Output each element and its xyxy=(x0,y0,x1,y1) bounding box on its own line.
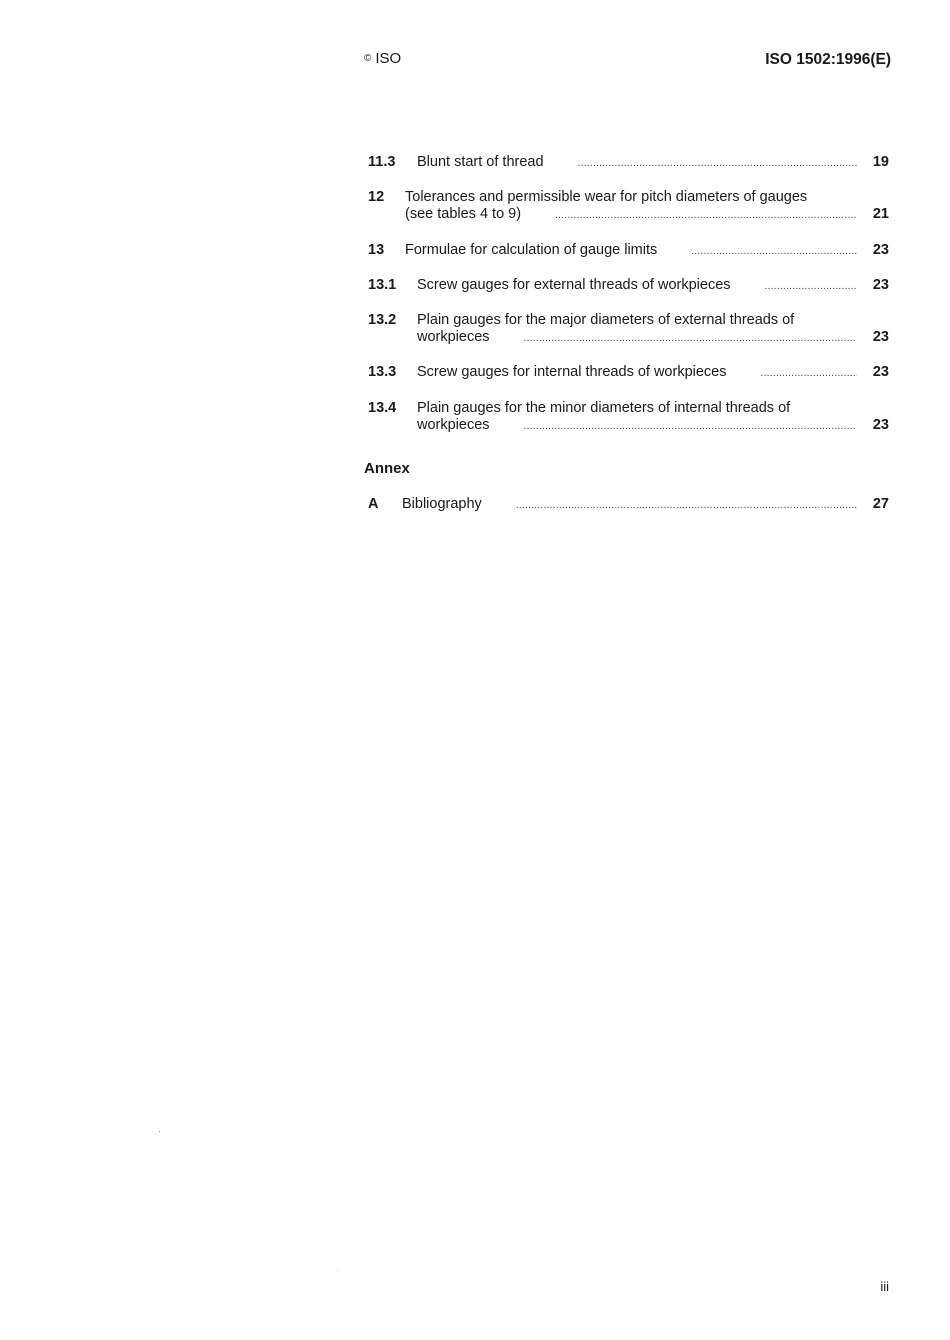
toc-entry-11-3[interactable] xyxy=(368,154,889,172)
scan-speck xyxy=(159,1131,160,1132)
scan-speck xyxy=(337,1270,338,1271)
toc-entry-13-1[interactable] xyxy=(368,277,889,295)
toc-entry-page: 23 xyxy=(872,417,889,433)
toc-entry-page: 19 xyxy=(872,154,889,170)
copyright-notice xyxy=(364,50,401,67)
toc-entry-title-line-1: Plain gauges for the minor diameters of internal threads of xyxy=(417,400,791,416)
dot-leader xyxy=(761,365,858,382)
toc-entry-title-line-2: (see tables 4 to 9) xyxy=(405,206,522,222)
dot-leader xyxy=(524,330,857,347)
toc-entry-title: Screw gauges for external threads of workpieces xyxy=(417,277,731,293)
toc-entry-number: 13 xyxy=(368,242,385,258)
toc-entry-number: 13.2 xyxy=(368,312,397,328)
dot-leader xyxy=(516,497,857,514)
toc-entry-13-2[interactable] xyxy=(368,312,889,348)
toc-entry-title-line-1: Tolerances and permissible wear for pitch diameters of gauges xyxy=(405,189,808,205)
page-number: iii xyxy=(880,1279,889,1294)
annex-entry-letter: A xyxy=(368,496,379,512)
dot-leader xyxy=(765,278,857,295)
toc-entry-number: 13.4 xyxy=(368,400,397,416)
annex-entry-title: Bibliography xyxy=(402,496,482,512)
standard-identifier: ISO 1502:1996(E) xyxy=(765,51,891,68)
toc-entry-page: 23 xyxy=(872,242,889,258)
toc-entry-title: Screw gauges for internal threads of workpieces xyxy=(417,364,727,380)
toc-entry-12[interactable] xyxy=(368,189,889,225)
toc-entry-title: Blunt start of thread xyxy=(417,154,544,170)
toc-entry-title-line-2: workpieces xyxy=(417,417,490,433)
toc-entry-number: 13.3 xyxy=(368,364,397,380)
toc-entry-title-line-2: workpieces xyxy=(417,329,490,345)
annex-heading: Annex xyxy=(364,460,410,477)
annex-entry-a[interactable] xyxy=(368,496,889,514)
toc-entry-page: 23 xyxy=(872,364,889,380)
toc-entry-number: 13.1 xyxy=(368,277,397,293)
dot-leader xyxy=(524,418,857,435)
toc-entry-page: 23 xyxy=(872,329,889,345)
dot-leader xyxy=(555,207,857,224)
copyright-org: ISO xyxy=(375,50,402,67)
toc-entry-title: Formulae for calculation of gauge limits xyxy=(405,242,658,258)
toc-entry-13-4[interactable] xyxy=(368,400,889,436)
toc-entry-page: 23 xyxy=(872,277,889,293)
toc-entry-13[interactable] xyxy=(368,242,889,260)
dot-leader xyxy=(691,243,857,260)
toc-entry-title-line-1: Plain gauges for the major diameters of external threads of xyxy=(417,312,795,328)
dot-leader xyxy=(578,155,857,172)
copyright-symbol: © xyxy=(364,53,372,64)
toc-entry-number: 11.3 xyxy=(368,154,396,170)
toc-entry-number: 12 xyxy=(368,189,385,205)
toc-entry-13-3[interactable] xyxy=(368,364,889,382)
annex-entry-page: 27 xyxy=(872,496,889,512)
toc-entry-page: 21 xyxy=(872,206,889,222)
